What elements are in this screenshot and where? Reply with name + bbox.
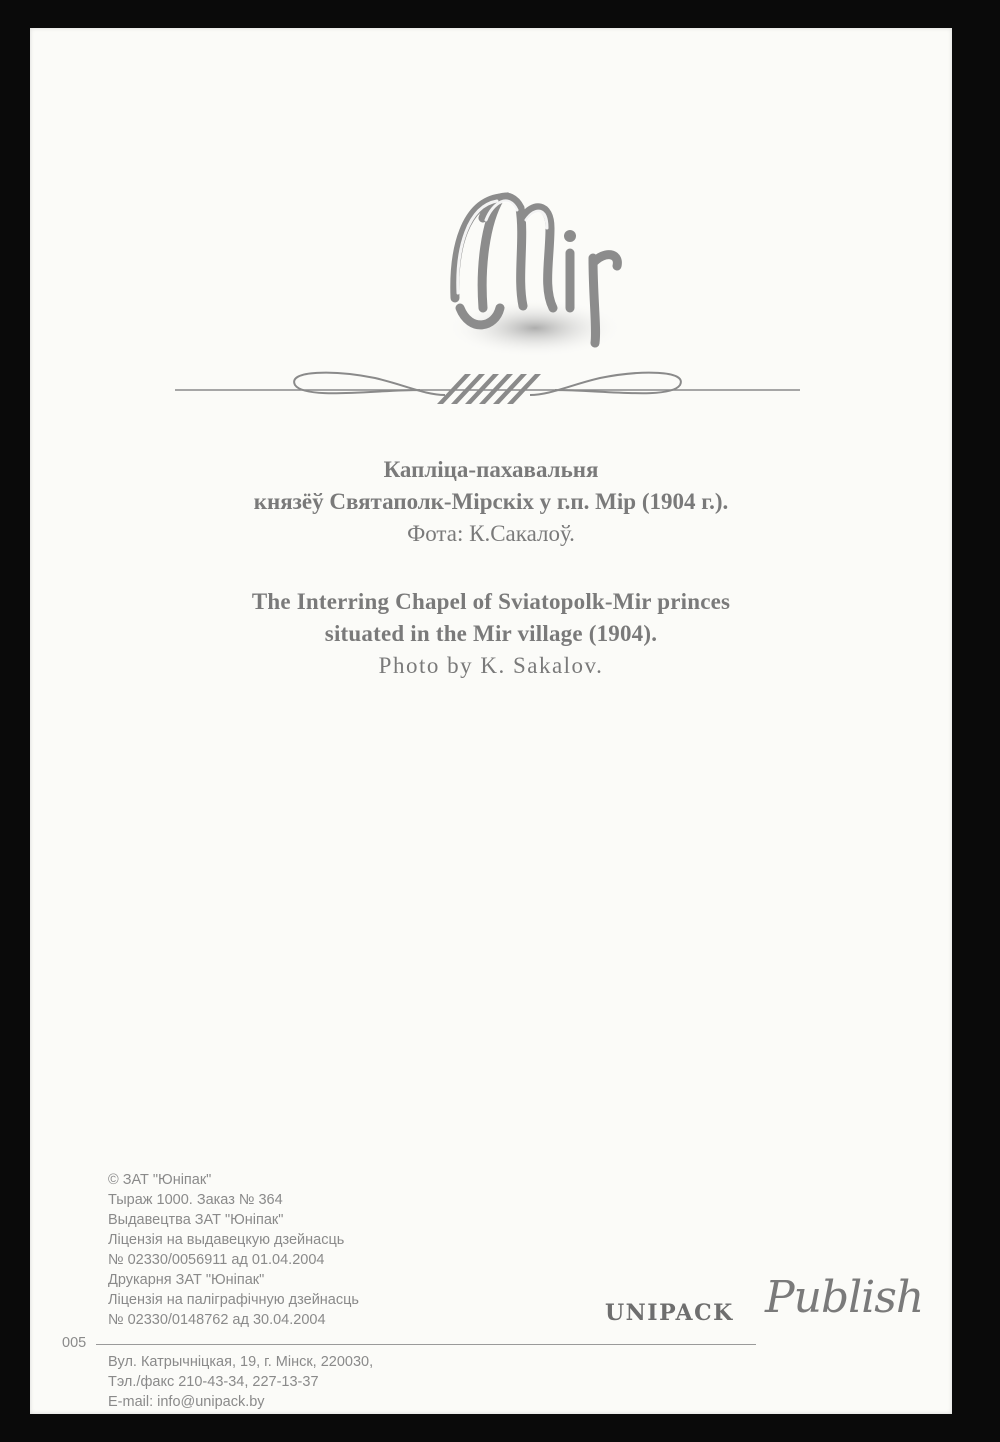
unipack-publish-logo: [605, 1268, 925, 1368]
caption-be-photo-credit: Фота: К.Сакалоў.: [407, 521, 575, 546]
caption-belarusian: [30, 454, 952, 550]
address-line: Тэл./факс 210-43-34, 227-13-37: [108, 1374, 319, 1390]
imprint-line: © ЗАТ "Юніпак": [108, 1172, 212, 1188]
product-code: 005: [62, 1335, 87, 1351]
imprint-line: Тыраж 1000. Заказ № 364: [108, 1192, 283, 1208]
imprint-block: [108, 1170, 359, 1330]
address-line: Вул. Катрычніцкая, 19, г. Мінск, 220030,: [108, 1354, 374, 1370]
decorative-divider: [175, 350, 800, 420]
address-block: [108, 1352, 373, 1412]
caption-en-title: The Interring Chapel of Sviatopolk-Mir princes: [251, 589, 731, 614]
caption-be-subtitle: князёў Святаполк-Мірскіх у г.п. Мір (1904 г.).: [253, 489, 729, 514]
imprint-line: Выдавецтва ЗАТ "Юніпак": [108, 1212, 284, 1228]
imprint-line: Ліцензія на паліграфічную дзейнасць: [108, 1292, 359, 1308]
imprint-line: Друкарня ЗАТ "Юніпак": [108, 1272, 265, 1288]
imprint-line: № 02330/0148762 ад 30.04.2004: [108, 1312, 326, 1328]
publisher-script: Publish: [765, 1272, 924, 1323]
caption-english: [30, 586, 952, 682]
postcard-back: [30, 28, 952, 1414]
imprint-line: Ліцензія на выдавецкую дзейнасць: [108, 1232, 345, 1248]
imprint-line: № 02330/0056911 ад 01.04.2004: [108, 1252, 325, 1268]
caption-en-subtitle: situated in the Mir village (1904).: [324, 621, 658, 646]
caption-en-photo-credit: Photo by K. Sakalov.: [378, 653, 604, 678]
publisher-brand: UNIPACK: [605, 1300, 734, 1326]
address-line: E-mail: info@unipack.by: [108, 1394, 265, 1410]
caption-be-title: Капліца-пахавальня: [383, 457, 599, 482]
mir-logo: [425, 178, 645, 368]
